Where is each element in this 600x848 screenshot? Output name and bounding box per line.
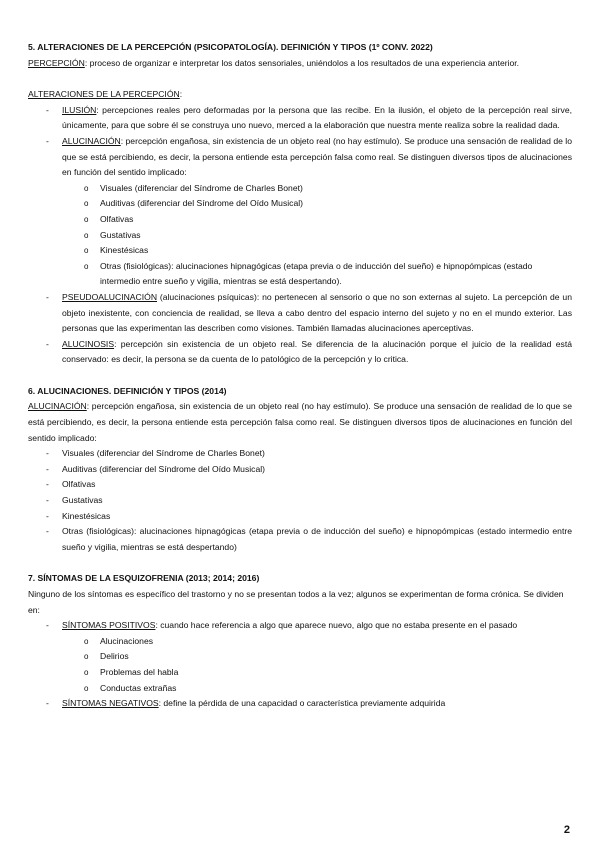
percepcion-term: PERCEPCIÓN — [28, 57, 85, 68]
alucinosis-term: ALUCINOSIS — [62, 338, 115, 349]
section-6-title: 6. ALUCINACIONES. DEFINICIÓN Y TIPOS (2014) — [28, 385, 227, 396]
section-7-title: 7. SÍNTOMAS DE LA ESQUIZOFRENIA (2013; 2014; 2016) — [28, 573, 260, 584]
list-item: o Problemas del habla — [28, 665, 572, 681]
alucinaciones-types-list — [28, 446, 572, 555]
list-item: o Olfativas — [28, 212, 572, 228]
list-item: - Kinestésicas — [28, 509, 572, 525]
ilusion-term: ILUSIÓN — [62, 104, 97, 115]
sintomas-list — [28, 618, 572, 712]
alucinosis-text: : percepción sin existencia de un objeto real. Se diferencia de la alucinación porque el juicio de la realidad está conservado: es decir, la persona se da cuenta de lo patológico de la percepción y lo critica. — [62, 338, 572, 365]
alteraciones-heading — [28, 87, 572, 103]
negativos-text: : define la pérdida de una capacidad o característica previamente adquirida — [158, 698, 446, 709]
pseudoalucinacion-term: PSEUDOALUCINACIÓN — [62, 291, 158, 302]
list-item: - Auditivas (diferenciar del Síndrome del Oído Musical) — [28, 462, 572, 478]
positivos-text: : cuando hace referencia a algo que aparece nuevo, algo que no estaba presente en el pasado — [155, 620, 518, 631]
list-item: - Otras (fisiológicas): alucinaciones hipnagógicas (etapa previa o de inducción del sueño) e hipnopómpicas (estado intermedio entre sueño y vigilia, mientras se está despertando) — [28, 524, 572, 555]
alucinacion-term: ALUCINACIÓN — [62, 135, 121, 146]
list-item: - Olfativas — [28, 477, 572, 493]
alucinacion-types-list — [28, 181, 572, 290]
section-5-title: 5. ALTERACIONES DE LA PERCEPCIÓN (PSICOPATOLOGÍA). DEFINICIÓN Y TIPOS (1º CONV. 2022) — [28, 42, 433, 52]
list-item: o Alucinaciones — [28, 634, 572, 650]
list-item: - Gustativas — [28, 493, 572, 509]
list-item: o Auditivas (diferenciar del Síndrome del Oído Musical) — [28, 196, 572, 212]
alucinacion-def-text: : percepción engañosa, sin existencia de un objeto real (no hay estímulo). Se produce una sensación de realidad de lo que se está percibiendo, es decir, la persona entiende esta percepción falsa como real. Se distinguen diversos tipos de alucinaciones en función del sentido implicado: — [28, 401, 572, 443]
list-item-alucinacion — [28, 134, 572, 290]
list-item: o Otras (fisiológicas): alucinaciones hipnagógicas (etapa previa o de inducción del sueño) e hipnopómpicas (estado intermedio entre sueño y vigilia, mientras se está despertando). — [28, 259, 572, 290]
list-item: o Delirios — [28, 649, 572, 665]
sintomas-intro: Ninguno de los síntomas es específico del trastorno y no se presentan todos a la vez; algunos se experimentan de forma crónica. Se dividen en: — [28, 589, 564, 615]
alteraciones-heading-colon: : — [179, 89, 183, 100]
alucinacion-def-term: ALUCINACIÓN — [28, 401, 87, 412]
percepcion-definition — [28, 56, 572, 72]
list-item: o Conductas extrañas — [28, 681, 572, 697]
list-item: o Kinestésicas — [28, 243, 572, 259]
positivos-term: SÍNTOMAS POSITIVOS — [62, 620, 156, 631]
alteraciones-list — [28, 103, 572, 368]
page-number: 2 — [563, 824, 570, 836]
alucinacion-definition — [28, 399, 572, 446]
negativos-term: SÍNTOMAS NEGATIVOS — [62, 698, 159, 709]
positivos-items-list — [28, 634, 572, 696]
list-item-pseudoalucinacion — [28, 290, 572, 337]
pseudoalucinacion-text: (alucinaciones psíquicas): no pertenecen al sensorio o que no son externas al sujeto. La percepción de un objeto inexistente, con conciencia de realidad, se lleva a cabo dentro del espacio interno del sujeto y no en el mundo exterior. Las personas que las experimentan las describen como visiones. También llamadas alucinaciones aperceptivas. — [62, 291, 572, 334]
list-item-ilusion — [28, 103, 572, 134]
document-page — [28, 40, 572, 712]
list-item: o Visuales (diferenciar del Síndrome de Charles Bonet) — [28, 181, 572, 197]
list-item-positivos — [28, 618, 572, 696]
list-item-alucinosis — [28, 337, 572, 368]
list-item: o Gustativas — [28, 228, 572, 244]
percepcion-text: : proceso de organizar e interpretar los datos sensoriales, uniéndolos a los resultados de una experiencia anterior. — [84, 57, 520, 68]
alucinacion-text: : percepción engañosa, sin existencia de un objeto real (no hay estímulo). Se produce una sensación de realidad de lo que se está percibiendo, es decir, la persona entiende esta percepción falsa como real. Se distinguen diversos tipos de alucinaciones en función del sentido implicado: — [62, 135, 572, 178]
list-item-negativos — [28, 696, 572, 712]
list-item: - Visuales (diferenciar del Síndrome de Charles Bonet) — [28, 446, 572, 462]
ilusion-text: : percepciones reales pero deformadas por la persona que las recibe. En la ilusión, el objeto de la percepción real sirve, únicamente, para que sobre él se construya uno nuevo, merced a la elaboración que nuestra mente realiza sobre la realidad dada. — [62, 104, 572, 131]
alteraciones-heading-text: ALTERACIONES DE LA PERCEPCIÓN — [28, 89, 180, 100]
